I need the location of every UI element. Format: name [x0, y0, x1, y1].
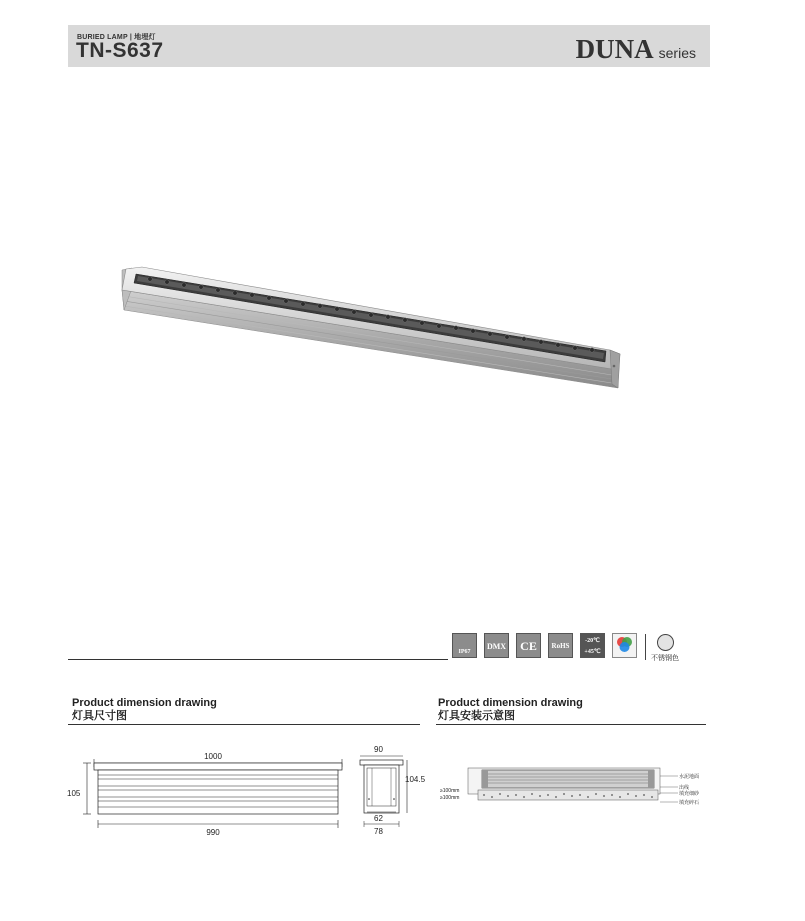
- layer-label-cement: 水泥地面: [679, 774, 700, 780]
- dim-inner-width: 62: [374, 814, 383, 823]
- ce-badge: CE: [516, 633, 541, 658]
- dim-length-bottom: 990: [206, 828, 220, 837]
- section-divider: [68, 659, 448, 660]
- installation-title-rule: [436, 724, 706, 725]
- dim-length-top: 1000: [204, 752, 222, 761]
- rohs-badge: RoHS: [548, 633, 573, 658]
- depth-label-2: ≥100mm: [440, 795, 460, 801]
- product-category: BURIED LAMP | 地埋灯: [77, 34, 156, 41]
- dimension-title-rule: [68, 724, 420, 725]
- material-label: 不锈钢色: [651, 655, 679, 662]
- brand-name: DUNA: [575, 34, 654, 64]
- dim-bottom-width: 78: [374, 827, 383, 836]
- dim-height-right: 104.5: [405, 775, 426, 784]
- dmx-badge: DMX: [484, 633, 509, 658]
- layer-label-cable: 出线: [679, 785, 690, 791]
- dimension-section-title: [72, 697, 217, 723]
- dimension-title-en: Product dimension drawing: [72, 697, 217, 709]
- temperature-badge: -20℃ +45℃: [580, 633, 605, 658]
- brand-title: [576, 34, 696, 65]
- rgb-color-icon: [612, 633, 637, 658]
- dim-width-top: 90: [374, 745, 383, 754]
- dim-height-left: 105: [67, 789, 81, 798]
- brand-series: series: [658, 45, 696, 61]
- installation-drawing: [438, 762, 708, 812]
- installation-section-title: [438, 697, 583, 723]
- stainless-steel-swatch: [657, 634, 674, 651]
- header-bar: [68, 25, 710, 67]
- badge-separator: [645, 634, 646, 660]
- installation-title-cn: 灯具安装示意图: [438, 710, 515, 722]
- product-model: TN-S637: [76, 39, 164, 62]
- installation-title-en: Product dimension drawing: [438, 697, 583, 709]
- dimension-drawing: [66, 744, 426, 844]
- layer-label-sand: 填充细砂: [679, 791, 700, 797]
- ip67-badge: IP67: [452, 633, 477, 658]
- dimension-title-cn: 灯具尺寸图: [72, 710, 127, 722]
- layer-label-gravel: 填充碎石: [679, 800, 700, 806]
- product-photo: [100, 140, 640, 500]
- depth-label-1: ≥100mm: [440, 788, 460, 794]
